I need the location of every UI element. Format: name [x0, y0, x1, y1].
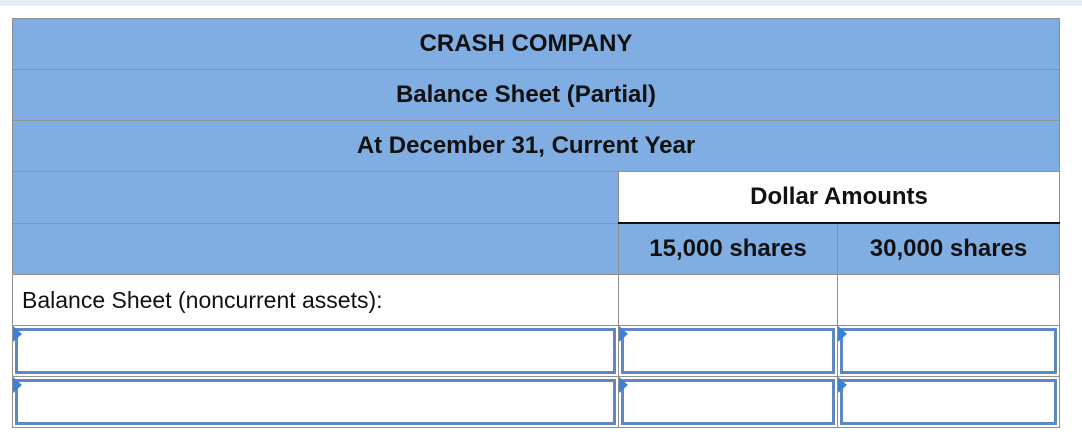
- entry-row-2: [13, 377, 1060, 428]
- dropdown-caret-icon[interactable]: [13, 377, 22, 393]
- dropdown-caret-icon[interactable]: [838, 377, 847, 393]
- account-name-input[interactable]: [15, 379, 616, 425]
- entry-row-1-col1-cell: [619, 326, 838, 377]
- header-row-amounts: [13, 172, 1060, 224]
- dropdown-caret-icon[interactable]: [13, 326, 22, 342]
- balance-sheet: [12, 18, 1059, 426]
- account-name-input[interactable]: [15, 328, 616, 374]
- dollar-amounts-heading: Dollar Amounts: [619, 172, 1060, 224]
- header-blank-cell: [13, 223, 619, 275]
- dropdown-caret-icon[interactable]: [838, 326, 847, 342]
- entry-row-2-col2-cell: [838, 377, 1060, 428]
- header-row-shares: [13, 223, 1060, 275]
- company-name-text: CRASH COMPANY: [419, 30, 633, 57]
- statement-date: [13, 121, 1060, 172]
- section-empty-cell: [619, 275, 838, 326]
- dropdown-caret-icon[interactable]: [619, 377, 628, 393]
- balance-sheet-table: [12, 18, 1060, 428]
- header-row-statement: [13, 70, 1060, 121]
- amount-15000-input[interactable]: [621, 328, 835, 374]
- header-blank-cell: [13, 172, 619, 224]
- entry-row-2-col1-cell: [619, 377, 838, 428]
- header-row-company: [13, 19, 1060, 70]
- amount-30000-input[interactable]: [840, 328, 1057, 374]
- entry-row-2-label-cell: [13, 377, 619, 428]
- company-name: [13, 19, 1060, 70]
- column-header-15000-shares: 15,000 shares: [619, 223, 838, 275]
- column-header-30000-shares: 30,000 shares: [838, 223, 1060, 275]
- entry-row-1: [13, 326, 1060, 377]
- section-label: Balance Sheet (noncurrent assets):: [13, 275, 619, 326]
- amount-15000-input[interactable]: [621, 379, 835, 425]
- statement-date-text: At December 31, Current Year: [356, 132, 696, 159]
- top-strip: [0, 0, 1082, 6]
- header-row-date: [13, 121, 1060, 172]
- dropdown-caret-icon[interactable]: [619, 326, 628, 342]
- entry-row-1-col2-cell: [838, 326, 1060, 377]
- statement-title: [13, 70, 1060, 121]
- section-empty-cell: [838, 275, 1060, 326]
- statement-title-text: Balance Sheet (Partial): [395, 81, 657, 108]
- section-label-row: [13, 275, 1060, 326]
- entry-row-1-label-cell: [13, 326, 619, 377]
- amount-30000-input[interactable]: [840, 379, 1057, 425]
